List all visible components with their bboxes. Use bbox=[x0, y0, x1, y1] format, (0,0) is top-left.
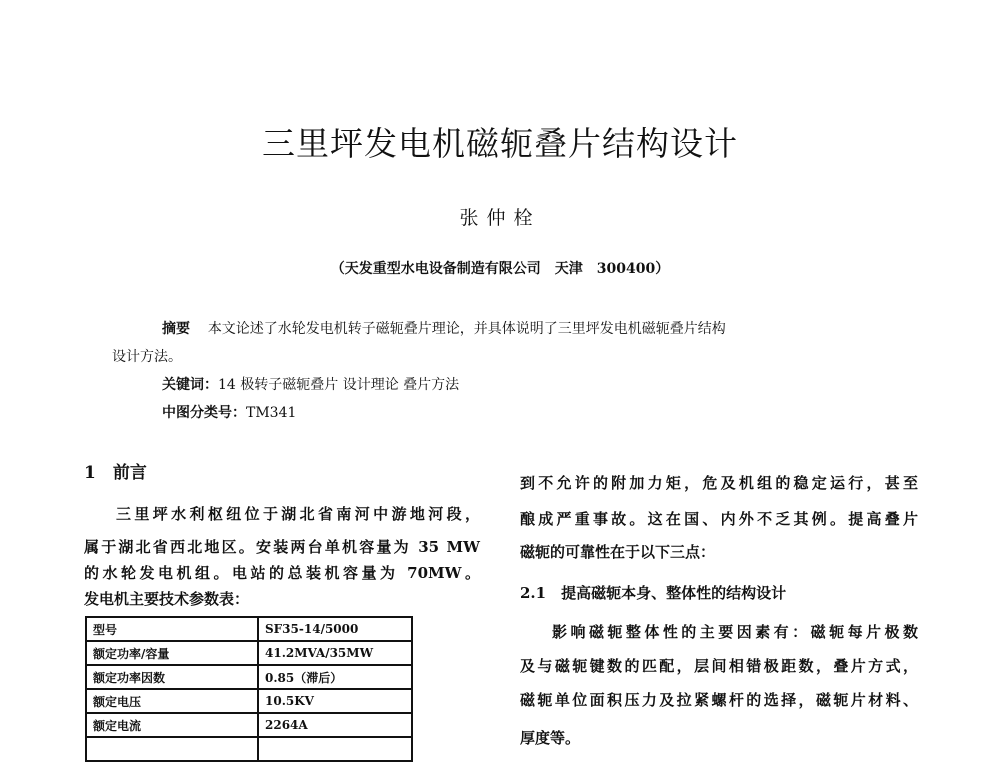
right-line: 及与磁轭键数的匹配，层间相错极距数，叠片方式， bbox=[520, 657, 918, 675]
classification-label: 中图分类号： bbox=[162, 405, 246, 421]
abstract-label: 摘要 bbox=[162, 321, 190, 337]
keywords bbox=[162, 374, 459, 394]
table-cell-value bbox=[258, 737, 412, 761]
keywords-label: 关键词： bbox=[162, 377, 218, 393]
classification-text: TM341 bbox=[246, 405, 297, 421]
section-heading-intro: 1 前言 bbox=[84, 463, 147, 483]
table-cell-value: SF35-14/5000 bbox=[258, 617, 412, 641]
keywords-text: 14 极转子磁轭叠片 设计理论 叠片方法 bbox=[218, 377, 460, 393]
abstract-line-2: 设计方法。 bbox=[112, 349, 182, 365]
section-heading-2-1: 2.1 提高磁轭本身、整体性的结构设计 bbox=[520, 584, 787, 602]
table-row bbox=[86, 737, 412, 761]
table-cell-value: 2264A bbox=[258, 713, 412, 737]
table-cell-value: 0.85（滞后） bbox=[258, 665, 412, 689]
author: 张仲栓 bbox=[459, 207, 541, 229]
table-cell-label: 额定功率因数 bbox=[86, 665, 258, 689]
left-line: 三里坪水利枢纽位于湖北省南河中游地河段， bbox=[116, 505, 480, 523]
abstract-text: 本文论述了水轮发电机转子磁轭叠片理论，并具体说明了三里坪发电机磁轭叠片结构 bbox=[207, 321, 726, 337]
left-line: 的水轮发电机组。电站的总装机容量为 70MW。 bbox=[84, 564, 480, 582]
classification bbox=[162, 402, 296, 422]
table-row bbox=[86, 617, 412, 641]
affiliation: （天发重型水电设备制造有限公司 天津 300400） bbox=[330, 261, 670, 277]
right-line: 厚度等。 bbox=[520, 729, 581, 747]
table-cell-label: 型号 bbox=[86, 617, 258, 641]
table-row bbox=[86, 665, 412, 689]
table-row bbox=[86, 689, 412, 713]
table-cell-label bbox=[86, 737, 258, 761]
right-line: 磁轭单位面积压力及拉紧螺杆的选择，磁轭片材料、 bbox=[520, 691, 918, 709]
right-line: 影响磁轭整体性的主要因素有：磁轭每片极数 bbox=[552, 623, 918, 641]
right-line: 到不允许的附加力矩，危及机组的稳定运行，甚至 bbox=[520, 474, 918, 492]
parameter-table bbox=[85, 616, 413, 762]
table-cell-value: 10.5KV bbox=[258, 689, 412, 713]
table-row bbox=[86, 713, 412, 737]
paper-title: 三里坪发电机磁轭叠片结构设计 bbox=[262, 124, 738, 163]
abstract-line-1 bbox=[162, 318, 726, 338]
left-line: 发电机主要技术参数表： bbox=[84, 590, 250, 608]
right-line: 磁轭的可靠性在于以下三点： bbox=[520, 543, 716, 561]
table-row bbox=[86, 641, 412, 665]
table-cell-label: 额定功率/容量 bbox=[86, 641, 258, 665]
table-cell-value: 41.2MVA/35MW bbox=[258, 641, 412, 665]
right-line: 酿成严重事故。这在国、内外不乏其例。提高叠片 bbox=[520, 510, 918, 528]
table-cell-label: 额定电流 bbox=[86, 713, 258, 737]
table-cell-label: 额定电压 bbox=[86, 689, 258, 713]
left-line: 属于湖北省西北地区。安装两台单机容量为 35 MW bbox=[84, 538, 480, 556]
